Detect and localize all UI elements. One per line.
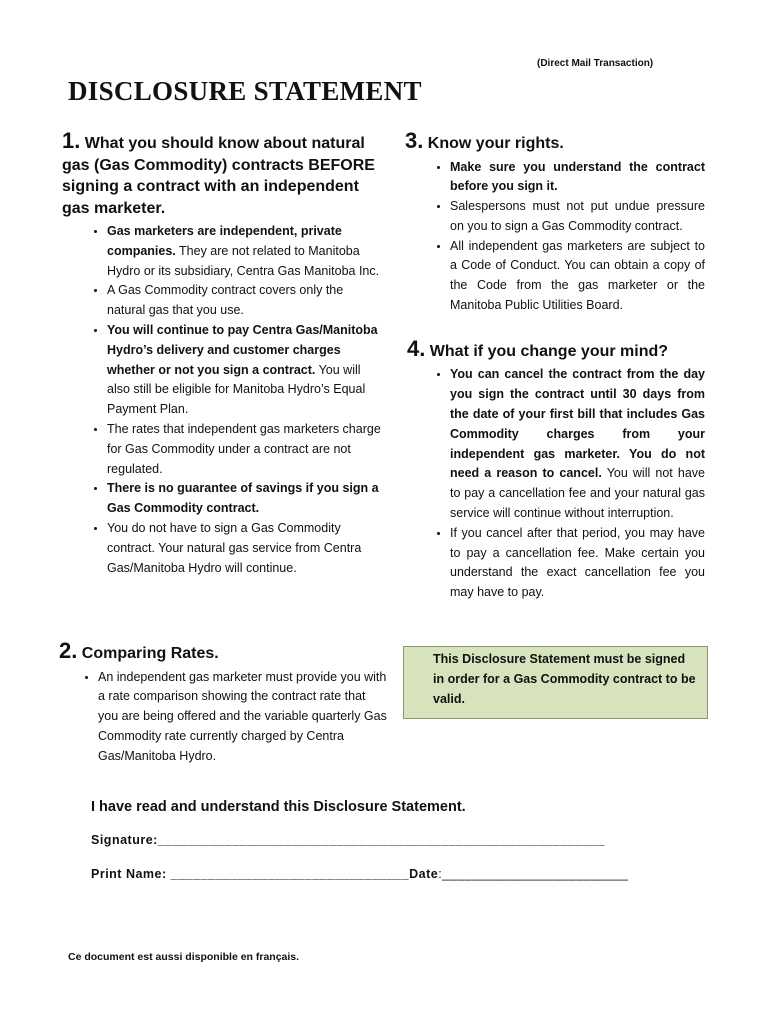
transaction-type-tag: (Direct Mail Transaction)	[537, 58, 654, 69]
print-name-field[interactable]: Print Name: ________________________________	[91, 867, 410, 881]
section-4	[405, 335, 705, 603]
list-item-text: A Gas Commodity contract covers only the natural gas that you use.	[107, 283, 344, 318]
french-availability-note: Ce document est aussi disponible en français.	[68, 951, 300, 963]
list-item-bold: Gas marketers are independent, private companies.	[107, 224, 342, 258]
section-4-heading-text: What if you change your mind?	[425, 342, 669, 360]
list-item	[450, 197, 705, 237]
list-item-text: You will also still be eligible for Manitoba Hydro’s Equal Payment Plan.	[107, 362, 366, 417]
section-3-heading	[405, 130, 705, 155]
section-4-heading	[405, 335, 682, 363]
acknowledgement-statement: I have read and understand this Disclosure Statement.	[91, 799, 466, 815]
section-2-number: 2.	[59, 638, 78, 663]
list-item	[450, 524, 705, 603]
list-item-text: If you cancel after that period, you may have to pay a cancellation fee. Make certain you understand the exact cancellation fee you may have to pay.	[450, 525, 705, 600]
list-item-text: An independent gas marketer must provide you with a rate comparison showing the contract rate that you are being offered and the variable quarterly Gas Commodity rate currently charged by Centra Gas/Manitoba Hydro.	[98, 669, 387, 763]
print-name-date-row	[91, 867, 628, 881]
list-item-bold: You will continue to pay Centra Gas/Manitoba Hydro’s delivery and customer charges whether or not you sign a contract.	[107, 322, 378, 377]
section-3-heading-text: Know your rights.	[423, 135, 564, 152]
validity-notice-box: This Disclosure Statement must be signed in order for a Gas Commodity contract to be valid.	[403, 646, 708, 719]
list-item	[450, 365, 705, 523]
list-item-text: You do not have to sign a Gas Commodity contract. Your natural gas service from Centra Gas/Manitoba Hydro will continue.	[107, 520, 362, 575]
section-2-heading	[59, 640, 389, 665]
list-item-text: You will not have to pay a cancellation fee and your natural gas service will continue without interruption.	[450, 466, 705, 520]
list-item-bold: You can cancel the contract from the day you sign the contract until 30 days from the date of your first bill that includes Gas Commodity charges from your independent gas marketer. You do not need a reason to cancel.	[450, 367, 705, 481]
signature-field[interactable]: Signature:____________________________________________________________	[91, 833, 605, 847]
list-item-text: They are not related to Manitoba Hydro or its subsidiary, Centra Gas Manitoba Inc.	[107, 243, 380, 278]
section-3-list	[405, 158, 705, 316]
section-2-list	[59, 668, 389, 767]
list-item	[107, 479, 384, 519]
section-1-number: 1.	[62, 128, 81, 153]
date-field[interactable]: :_________________________	[438, 867, 629, 881]
section-4-number: 4.	[407, 335, 426, 361]
section-3	[405, 130, 705, 316]
list-item-text: All independent gas marketers are subject to a Code of Conduct. You can obtain a copy of the Code from the gas marketer or the Manitoba Public Utilities Board.	[450, 238, 705, 313]
section-2	[59, 640, 389, 766]
section-1	[62, 130, 384, 578]
list-item	[98, 668, 389, 767]
list-item	[107, 519, 384, 578]
date-label: Date	[409, 867, 439, 881]
list-item-text: Salespersons must not put undue pressure on you to sign a Gas Commodity contract.	[450, 199, 705, 233]
list-item	[107, 222, 384, 281]
list-item	[107, 420, 384, 479]
section-1-heading	[62, 130, 384, 219]
section-2-heading-text: Comparing Rates.	[77, 645, 219, 662]
list-item	[107, 321, 384, 420]
section-1-list	[62, 222, 384, 578]
list-item	[450, 237, 705, 316]
list-item-bold: There is no guarantee of savings if you sign a Gas Commodity contract.	[107, 481, 379, 516]
right-column	[405, 130, 705, 603]
page-title: DISCLOSURE STATEMENT	[68, 76, 422, 106]
list-item	[450, 158, 705, 198]
section-3-number: 3.	[405, 128, 424, 153]
section-1-heading-text: What you should know about natural gas (Gas Commodity) contracts BEFORE signing a contract with an independent gas marketer.	[62, 135, 375, 217]
section-4-list	[405, 365, 705, 603]
list-item-text: The rates that independent gas marketers charge for Gas Commodity under a contract are not regulated.	[107, 421, 381, 476]
list-item-bold: Make sure you understand the contract before you sign it.	[450, 159, 705, 194]
list-item	[107, 281, 384, 321]
